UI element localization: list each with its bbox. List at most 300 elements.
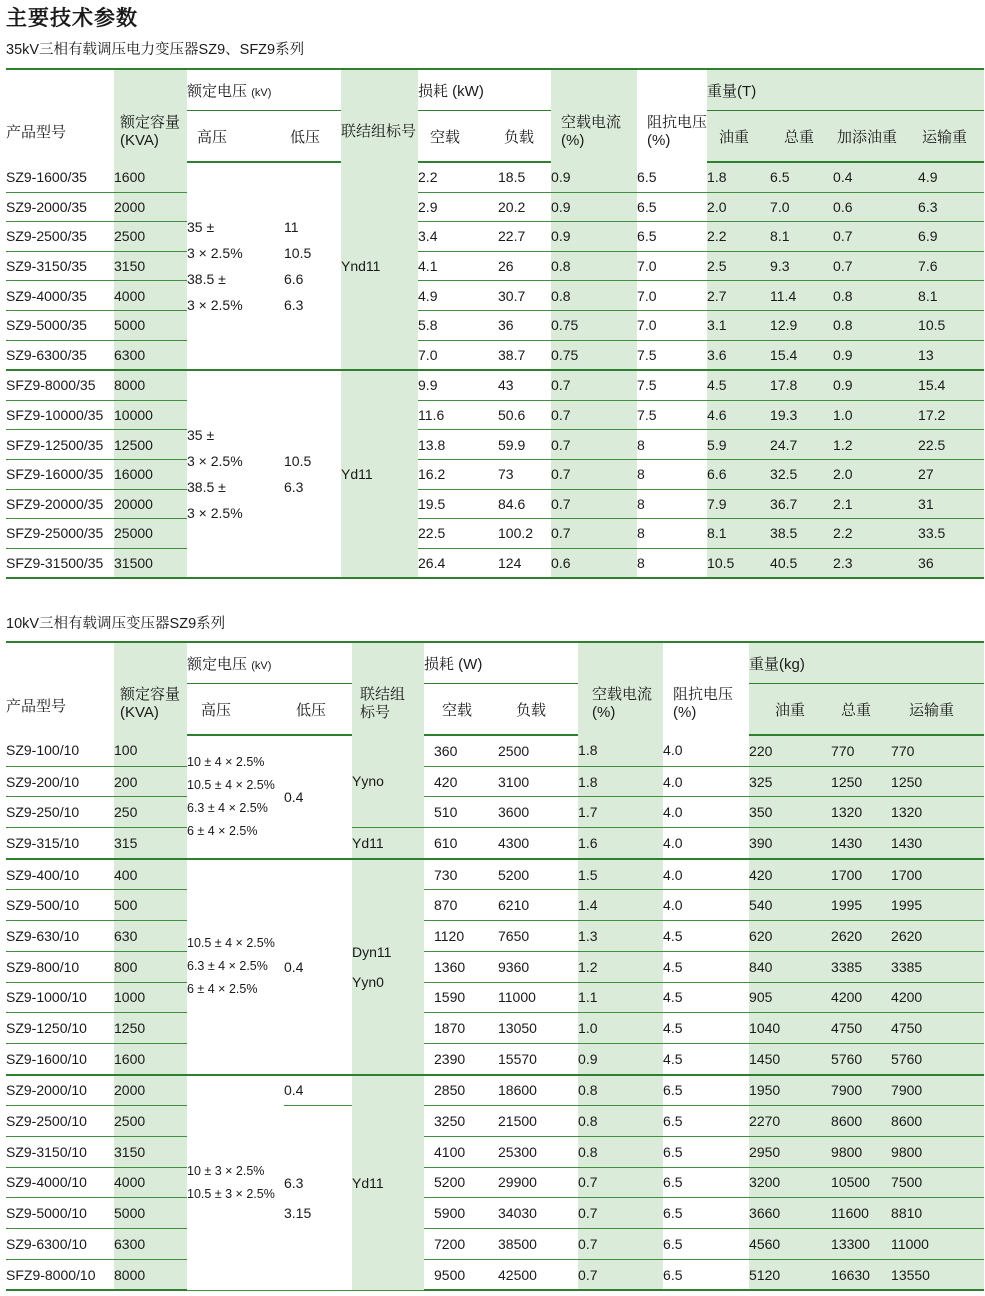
no-load-current-cell: 0.9	[551, 162, 637, 192]
transport-weight-cell: 6.3	[918, 192, 984, 222]
oil-weight-cell: 350	[749, 797, 831, 828]
model-cell: SFZ9-20000/35	[6, 489, 114, 519]
capacity-cell: 6300	[114, 1229, 187, 1260]
capacity-cell: 20000	[114, 489, 187, 519]
table-row	[6, 797, 984, 828]
oil-weight-cell: 7.9	[707, 489, 770, 519]
total-weight-cell: 2620	[831, 921, 891, 952]
load-loss-cell: 22.7	[498, 222, 551, 252]
transport-weight-cell: 1320	[891, 797, 984, 828]
header-no-load-current	[578, 642, 663, 735]
no-load-current-cell: 0.7	[578, 1198, 663, 1229]
no-load-current-cell: 0.9	[551, 192, 637, 222]
capacity-cell: 3150	[114, 1136, 187, 1167]
no-load-current-cell: 0.7	[551, 519, 637, 549]
total-weight-cell: 11600	[831, 1198, 891, 1229]
transport-weight-cell: 1250	[891, 766, 984, 797]
hv-line: 3 × 2.5%	[187, 453, 243, 470]
no-load-current-cell: 0.7	[551, 400, 637, 430]
added-oil-cell: 0.6	[833, 192, 918, 222]
no-load-current-cell: 0.8	[551, 251, 637, 281]
oil-weight-cell: 3660	[749, 1198, 831, 1229]
total-weight-cell: 5760	[831, 1043, 891, 1074]
table-row	[6, 766, 984, 797]
no-load-loss-cell: 2.2	[418, 162, 498, 192]
model-cell: SZ9-500/10	[6, 890, 114, 921]
connection-cell: Yyno	[352, 735, 424, 828]
added-oil-cell: 0.7	[833, 222, 918, 252]
no-load-current-cell: 1.2	[578, 951, 663, 982]
transport-weight-cell: 8810	[891, 1198, 984, 1229]
no-load-loss-cell: 360	[424, 735, 498, 766]
lv-top-cell: 0.4	[284, 1075, 352, 1106]
connection-cell: Yd11	[341, 370, 418, 578]
impedance-cell: 4.5	[663, 951, 749, 982]
no-load-loss-cell: 1590	[424, 982, 498, 1013]
transport-weight-cell: 27	[918, 459, 984, 489]
header-loss: 损耗 (W)	[424, 642, 578, 684]
total-weight-cell: 1995	[831, 890, 891, 921]
capacity-cell: 250	[114, 797, 187, 828]
hv-cell	[187, 735, 284, 859]
oil-weight-cell: 4560	[749, 1229, 831, 1260]
added-oil-cell: 0.8	[833, 310, 918, 340]
capacity-cell: 2000	[114, 1075, 187, 1106]
impedance-cell: 4.0	[663, 859, 749, 890]
header-impedance	[663, 642, 749, 735]
no-load-loss-cell: 2.9	[418, 192, 498, 222]
impedance-cell: 4.5	[663, 982, 749, 1013]
no-load-current-cell: 0.9	[551, 222, 637, 252]
table-row	[6, 1259, 984, 1290]
capacity-cell: 12500	[114, 430, 187, 460]
load-loss-cell: 38500	[498, 1229, 578, 1260]
total-weight-cell: 11.4	[770, 281, 833, 311]
header-impedance	[637, 69, 707, 162]
impedance-cell: 4.0	[663, 735, 749, 766]
transport-weight-cell: 33.5	[918, 519, 984, 549]
table-row	[6, 400, 984, 430]
no-load-loss-cell: 510	[424, 797, 498, 828]
total-weight-cell: 9.3	[770, 251, 833, 281]
total-weight-cell: 15.4	[770, 340, 833, 370]
lv-line: 11	[284, 219, 299, 236]
impedance-cell: 4.5	[663, 1043, 749, 1074]
impedance-cell: 6.5	[663, 1259, 749, 1290]
capacity-cell: 2000	[114, 192, 187, 222]
transport-weight-cell: 5760	[891, 1043, 984, 1074]
header-impedance-label: 阻抗电压	[647, 114, 708, 131]
total-weight-cell: 36.7	[770, 489, 833, 519]
oil-weight-cell: 540	[749, 890, 831, 921]
header-no-load: 空载	[424, 684, 498, 736]
capacity-cell: 5000	[114, 1198, 187, 1229]
table-row	[6, 1198, 984, 1229]
impedance-cell: 6.5	[663, 1167, 749, 1198]
capacity-cell: 1000	[114, 982, 187, 1013]
total-weight-cell: 13300	[831, 1229, 891, 1260]
header-model: 产品型号	[6, 698, 67, 715]
capacity-cell: 800	[114, 951, 187, 982]
load-loss-cell: 2500	[498, 735, 578, 766]
model-cell: SZ9-1600/35	[6, 162, 114, 192]
no-load-current-cell: 1.3	[578, 921, 663, 952]
load-loss-cell: 3100	[498, 766, 578, 797]
no-load-loss-cell: 870	[424, 890, 498, 921]
oil-weight-cell: 1040	[749, 1013, 831, 1044]
hv-line: 6.3 ± 4 × 2.5%	[187, 800, 268, 815]
transport-weight-cell: 7.6	[918, 251, 984, 281]
capacity-cell: 630	[114, 921, 187, 952]
connection-cell: Yd11	[352, 1075, 424, 1291]
oil-weight-cell: 2950	[749, 1136, 831, 1167]
header-connection	[352, 642, 424, 735]
no-load-loss-cell: 26.4	[418, 548, 498, 578]
impedance-cell: 7.5	[637, 340, 707, 370]
no-load-current-cell: 0.9	[578, 1043, 663, 1074]
table-row	[6, 162, 984, 192]
hv-line: 3 × 2.5%	[187, 297, 243, 314]
no-load-current-cell: 0.75	[551, 340, 637, 370]
transport-weight-cell: 2620	[891, 921, 984, 952]
model-cell: SZ9-100/10	[6, 735, 114, 766]
table-row	[6, 548, 984, 578]
lv-line: 6.6	[284, 271, 304, 288]
header-no-load: 空载	[418, 111, 498, 163]
oil-weight-cell: 220	[749, 735, 831, 766]
header-oil: 油重	[749, 684, 831, 736]
table-35kv	[6, 68, 984, 579]
load-loss-cell: 30.7	[498, 281, 551, 311]
model-cell: SZ9-2000/35	[6, 192, 114, 222]
transport-weight-cell: 1995	[891, 890, 984, 921]
model-cell: SZ9-1250/10	[6, 1013, 114, 1044]
transport-weight-cell: 8600	[891, 1106, 984, 1137]
table2-caption: 10kV三相有载调压变压器SZ9系列	[6, 616, 226, 632]
no-load-current-cell: 0.75	[551, 310, 637, 340]
table-row	[6, 890, 984, 921]
model-cell: SZ9-6300/35	[6, 340, 114, 370]
load-loss-cell: 5200	[498, 859, 578, 890]
lv-line: 10.5	[284, 453, 312, 470]
transport-weight-cell: 4.9	[918, 162, 984, 192]
no-load-loss-cell: 13.8	[418, 430, 498, 460]
oil-weight-cell: 620	[749, 921, 831, 952]
transport-weight-cell: 8.1	[918, 281, 984, 311]
header-rated-voltage	[187, 642, 352, 684]
load-loss-cell: 9360	[498, 951, 578, 982]
lv-line: 6.3	[284, 297, 304, 314]
header-no-load-current-unit: (%)	[561, 132, 585, 149]
load-loss-cell: 59.9	[498, 430, 551, 460]
added-oil-cell: 2.0	[833, 459, 918, 489]
table-row	[6, 459, 984, 489]
impedance-cell: 8	[637, 489, 707, 519]
capacity-cell: 31500	[114, 548, 187, 578]
transport-weight-cell: 13	[918, 340, 984, 370]
no-load-current-cell: 1.8	[578, 735, 663, 766]
table-10kv-body	[6, 735, 984, 1290]
no-load-loss-cell: 9.9	[418, 370, 498, 400]
impedance-cell: 6.5	[663, 1198, 749, 1229]
load-loss-cell: 21500	[498, 1106, 578, 1137]
total-weight-cell: 770	[831, 735, 891, 766]
oil-weight-cell: 4.6	[707, 400, 770, 430]
total-weight-cell: 6.5	[770, 162, 833, 192]
table-row	[6, 982, 984, 1013]
no-load-current-cell: 0.8	[578, 1136, 663, 1167]
impedance-cell: 6.5	[637, 192, 707, 222]
hv-line: 6.3 ± 4 × 2.5%	[187, 959, 268, 974]
no-load-current-cell: 0.8	[578, 1106, 663, 1137]
table-row	[6, 310, 984, 340]
transport-weight-cell: 770	[891, 735, 984, 766]
model-cell: SZ9-315/10	[6, 828, 114, 859]
header-rated-voltage-label: 额定电压	[187, 82, 248, 100]
impedance-cell: 6.5	[663, 1229, 749, 1260]
header-capacity-unit: (KVA)	[120, 132, 159, 149]
no-load-current-cell: 1.0	[578, 1013, 663, 1044]
total-weight-cell: 38.5	[770, 519, 833, 549]
table-row	[6, 1106, 984, 1137]
transport-weight-cell: 17.2	[918, 400, 984, 430]
oil-weight-cell: 2.2	[707, 222, 770, 252]
added-oil-cell: 0.9	[833, 340, 918, 370]
hv-line: 10.5 ± 4 × 2.5%	[187, 936, 275, 951]
capacity-cell: 315	[114, 828, 187, 859]
capacity-cell: 8000	[114, 1259, 187, 1290]
header-capacity-label: 额定容量	[120, 686, 181, 703]
no-load-loss-cell: 1120	[424, 921, 498, 952]
load-loss-cell: 29900	[498, 1167, 578, 1198]
load-loss-cell: 18.5	[498, 162, 551, 192]
total-weight-cell: 19.3	[770, 400, 833, 430]
transport-weight-cell: 4750	[891, 1013, 984, 1044]
impedance-cell: 8	[637, 519, 707, 549]
table-row	[6, 340, 984, 370]
load-loss-cell: 84.6	[498, 489, 551, 519]
transport-weight-cell: 31	[918, 489, 984, 519]
oil-weight-cell: 905	[749, 982, 831, 1013]
load-loss-cell: 11000	[498, 982, 578, 1013]
impedance-cell: 4.5	[663, 921, 749, 952]
capacity-cell: 8000	[114, 370, 187, 400]
model-cell: SZ9-4000/35	[6, 281, 114, 311]
capacity-cell: 1250	[114, 1013, 187, 1044]
table-row	[6, 859, 984, 890]
model-cell: SZ9-6300/10	[6, 1229, 114, 1260]
oil-weight-cell: 2270	[749, 1106, 831, 1137]
impedance-cell: 6.5	[663, 1136, 749, 1167]
header-weight: 重量(T)	[707, 69, 984, 111]
transport-weight-cell: 22.5	[918, 430, 984, 460]
no-load-loss-cell: 610	[424, 828, 498, 859]
load-loss-cell: 26	[498, 251, 551, 281]
no-load-current-cell: 0.7	[578, 1229, 663, 1260]
total-weight-cell: 17.8	[770, 370, 833, 400]
added-oil-cell: 1.2	[833, 430, 918, 460]
no-load-current-cell: 1.5	[578, 859, 663, 890]
lv-cell	[284, 162, 341, 370]
total-weight-cell: 8.1	[770, 222, 833, 252]
header-connection-line2: 标号	[360, 704, 391, 721]
no-load-current-cell: 0.7	[551, 489, 637, 519]
oil-weight-cell: 1950	[749, 1075, 831, 1106]
impedance-cell: 7.5	[637, 400, 707, 430]
connection-cell	[352, 859, 424, 1075]
table-row	[6, 281, 984, 311]
no-load-current-cell: 0.7	[578, 1259, 663, 1290]
model-cell: SZ9-400/10	[6, 859, 114, 890]
no-load-current-cell: 0.8	[578, 1075, 663, 1106]
capacity-cell: 400	[114, 859, 187, 890]
no-load-loss-cell: 5200	[424, 1167, 498, 1198]
hv-line: 10.5 ± 4 × 2.5%	[187, 777, 275, 792]
no-load-loss-cell: 9500	[424, 1259, 498, 1290]
oil-weight-cell: 840	[749, 951, 831, 982]
header-impedance-unit: (%)	[647, 132, 671, 149]
oil-weight-cell: 5.9	[707, 430, 770, 460]
load-loss-cell: 73	[498, 459, 551, 489]
connection-line: Yyn0	[352, 973, 384, 990]
impedance-cell: 4.0	[663, 890, 749, 921]
added-oil-cell: 0.4	[833, 162, 918, 192]
model-cell: SZ9-2000/10	[6, 1075, 114, 1106]
oil-weight-cell: 1.8	[707, 162, 770, 192]
header-load: 负载	[498, 111, 551, 163]
table-row	[6, 489, 984, 519]
total-weight-cell: 16630	[831, 1259, 891, 1290]
impedance-cell: 6.5	[663, 1106, 749, 1137]
load-loss-cell: 20.2	[498, 192, 551, 222]
header-oil: 油重	[707, 111, 770, 163]
table-row	[6, 370, 984, 400]
no-load-loss-cell: 19.5	[418, 489, 498, 519]
impedance-cell: 8	[637, 548, 707, 578]
model-cell: SZ9-5000/35	[6, 310, 114, 340]
oil-weight-cell: 420	[749, 859, 831, 890]
impedance-cell: 6.5	[637, 222, 707, 252]
total-weight-cell: 7.0	[770, 192, 833, 222]
load-loss-cell: 100.2	[498, 519, 551, 549]
transport-weight-cell: 1700	[891, 859, 984, 890]
transport-weight-cell: 13550	[891, 1259, 984, 1290]
header-hv: 高压	[187, 684, 284, 736]
header-impedance-label: 阻抗电压	[673, 686, 734, 703]
capacity-cell: 100	[114, 735, 187, 766]
header-transport: 运输重	[891, 684, 984, 736]
total-weight-cell: 4200	[831, 982, 891, 1013]
header-model: 产品型号	[6, 124, 67, 141]
load-loss-cell: 36	[498, 310, 551, 340]
no-load-current-cell: 0.7	[551, 459, 637, 489]
lv-line: 3.15	[284, 1205, 312, 1222]
hv-cell	[187, 370, 284, 578]
oil-weight-cell: 4.5	[707, 370, 770, 400]
no-load-loss-cell: 4.1	[418, 251, 498, 281]
table-35kv-body	[6, 162, 984, 578]
hv-line: 10 ± 3 × 2.5%	[187, 1163, 265, 1178]
load-loss-cell: 4300	[498, 828, 578, 859]
oil-weight-cell: 8.1	[707, 519, 770, 549]
header-rated-voltage-unit: (kV)	[251, 86, 272, 99]
no-load-current-cell: 1.4	[578, 890, 663, 921]
oil-weight-cell: 2.0	[707, 192, 770, 222]
load-loss-cell: 6210	[498, 890, 578, 921]
model-cell: SZ9-200/10	[6, 766, 114, 797]
no-load-current-cell: 1.6	[578, 828, 663, 859]
no-load-current-cell: 0.8	[551, 281, 637, 311]
hv-line: 38.5 ±	[187, 271, 226, 288]
capacity-cell: 2500	[114, 222, 187, 252]
hv-line: 3 × 2.5%	[187, 505, 243, 522]
header-total: 总重	[831, 684, 891, 736]
lv-line: 6.3	[284, 479, 304, 496]
oil-weight-cell: 2.5	[707, 251, 770, 281]
oil-weight-cell: 3.6	[707, 340, 770, 370]
capacity-cell: 4000	[114, 281, 187, 311]
no-load-current-cell: 0.7	[578, 1167, 663, 1198]
impedance-cell: 7.0	[637, 251, 707, 281]
header-lv: 低压	[284, 111, 341, 163]
capacity-cell: 6300	[114, 340, 187, 370]
oil-weight-cell: 2.7	[707, 281, 770, 311]
no-load-loss-cell: 16.2	[418, 459, 498, 489]
load-loss-cell: 43	[498, 370, 551, 400]
no-load-loss-cell: 5.8	[418, 310, 498, 340]
no-load-loss-cell: 4100	[424, 1136, 498, 1167]
no-load-loss-cell: 11.6	[418, 400, 498, 430]
no-load-loss-cell: 2850	[424, 1075, 498, 1106]
table1-caption: 35kV三相有载调压电力变压器SZ9、SFZ9系列	[6, 42, 305, 58]
no-load-current-cell: 0.7	[551, 370, 637, 400]
connection-cell: Ynd11	[341, 162, 418, 370]
total-weight-cell: 3385	[831, 951, 891, 982]
header-capacity	[114, 642, 187, 735]
no-load-current-cell: 1.1	[578, 982, 663, 1013]
transport-weight-cell: 15.4	[918, 370, 984, 400]
table-row	[6, 828, 984, 859]
table-row	[6, 921, 984, 952]
header-transport: 运输重	[918, 111, 984, 163]
total-weight-cell: 1700	[831, 859, 891, 890]
model-cell: SFZ9-10000/35	[6, 400, 114, 430]
capacity-cell: 25000	[114, 519, 187, 549]
table-row	[6, 1013, 984, 1044]
transport-weight-cell: 6.9	[918, 222, 984, 252]
model-cell: SFZ9-25000/35	[6, 519, 114, 549]
no-load-loss-cell: 3250	[424, 1106, 498, 1137]
load-loss-cell: 15570	[498, 1043, 578, 1074]
capacity-cell: 2500	[114, 1106, 187, 1137]
page-title: 主要技术参数	[6, 5, 138, 30]
model-cell: SFZ9-8000/35	[6, 370, 114, 400]
no-load-loss-cell: 3.4	[418, 222, 498, 252]
transport-weight-cell: 7900	[891, 1075, 984, 1106]
total-weight-cell: 9800	[831, 1136, 891, 1167]
hv-line: 10.5 ± 3 × 2.5%	[187, 1186, 275, 1201]
model-cell: SZ9-5000/10	[6, 1198, 114, 1229]
total-weight-cell: 24.7	[770, 430, 833, 460]
total-weight-cell: 1320	[831, 797, 891, 828]
transport-weight-cell: 10.5	[918, 310, 984, 340]
hv-cell	[187, 859, 284, 1075]
no-load-loss-cell: 7.0	[418, 340, 498, 370]
table-row	[6, 192, 984, 222]
model-cell: SZ9-2500/10	[6, 1106, 114, 1137]
header-rated-voltage-unit: (kV)	[251, 659, 272, 672]
oil-weight-cell: 390	[749, 828, 831, 859]
